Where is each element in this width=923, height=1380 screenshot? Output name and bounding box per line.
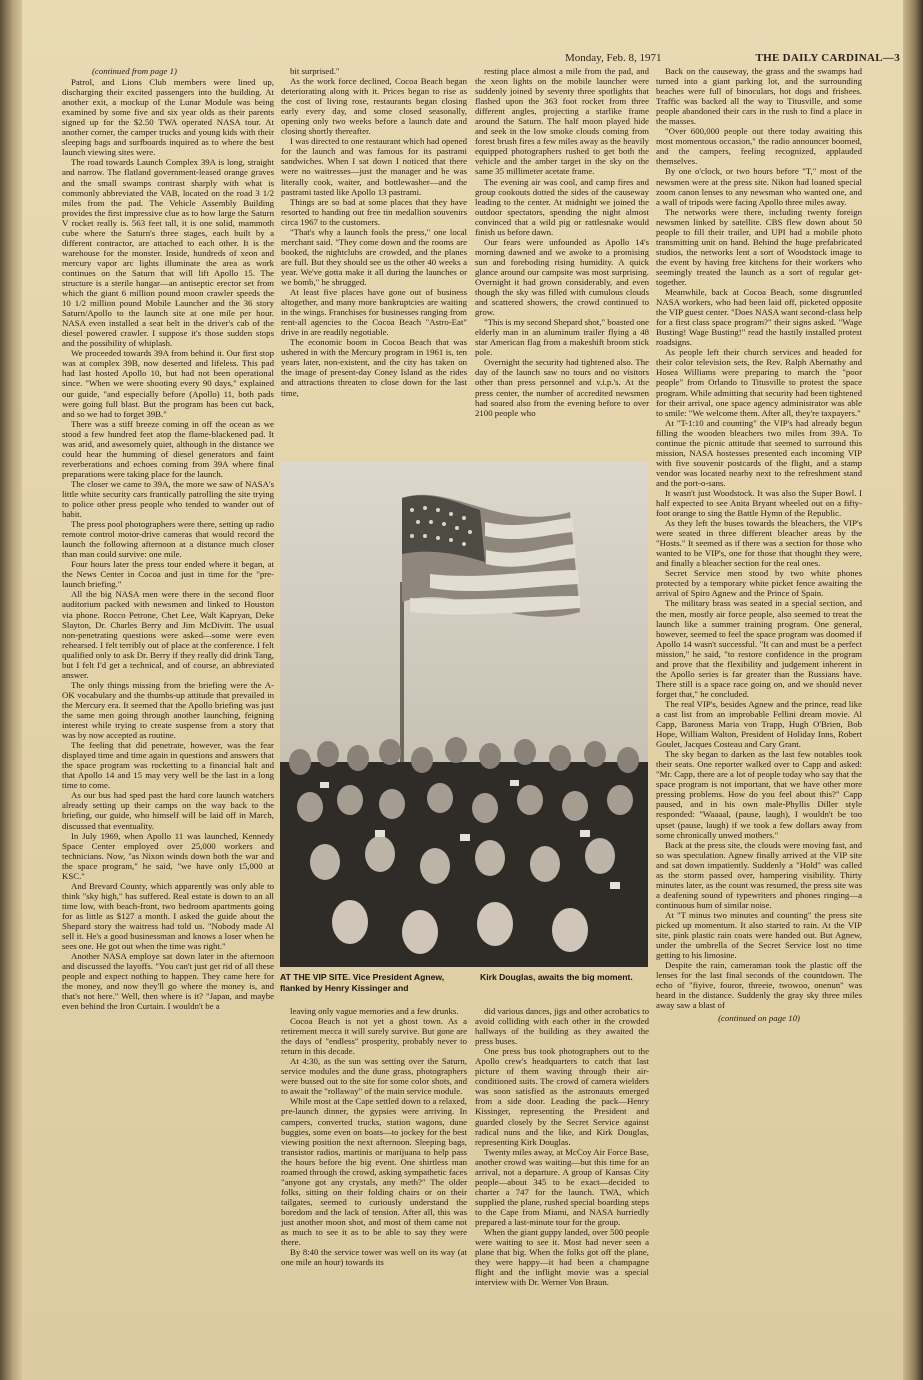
paragraph: The real VIP's, besides Agnew and the prince, read like a cast list from an improbable Fellini dream movie. Al Capp, Baroness Maria von Trapp, Hugh O'Brien, Bob Hope, William Walton, President of Holiday Inns, Robert Goulet, Jacques Costeau and Cary Grant. (656, 698, 862, 750)
paragraph: I was directed to one restaurant which had opened for the launch and was famous for its pastrami sandwiches. When I sat down I noticed that there were no waitresses—just the manager and he was literally cook, waiter, and bottlewasher—and the pastrami tasted like Apollo 13 pastrami. (281, 136, 467, 197)
paragraph: The sky began to darken as the last few notables took their seats. One reporter walked over to Capp and asked: "Mr. Capp, there are a lot of people today who say that the space program is not important, that we have other more pressing problems. How do you feel about this?" Capp paused, and in his own male-Phyllis Diller style responded: "Waaaal, (pause, laugh), I wouldn't be too upset (pause, laugh) if we took a few dollars away from some chronically unwed mothers." (656, 749, 862, 840)
paragraph: did various dances, jigs and other acrobatics to avoid colliding with each other in the crowded hallways of the building as they awaited the press buses. (475, 1006, 649, 1047)
paragraph: The press pool photographers were there, setting up radio remote control motor-drive cameras that would record the launch the following afternoon at a distance much closer than man could survive: one mile. (62, 519, 274, 560)
paragraph: Another NASA employe sat down later in the afternoon and discussed the layoffs. "You can't just get rid of all these people and expect nothing to happen. They came here for the money, and now they'll go where the money is, and that's not here." Well, then where is it? "Japan, and maybe even behind the Iron Curtain. I wouldn't be a (62, 951, 274, 1012)
column-4-body (656, 66, 862, 1010)
newspaper-page (22, 0, 903, 1380)
binding-gutter-left (0, 0, 22, 1380)
binding-gutter-right (903, 0, 923, 1380)
paragraph: In July 1969, when Apollo 11 was launched, Kennedy Space Center employed over 25,000 workers and technicians. Now, "as Nixon winds down both the war and the space program," he said, "we have only 15,000 at KSC." (62, 830, 274, 881)
photo-caption (280, 970, 648, 998)
paragraph: Back at the press site, the clouds were moving fast, and so was speculation. Agnew finally arrived at the VIP site and sat down impatiently. Suddenly a "Hold" was called as the storm passed over, hampering visibility. Thirty minutes later, as the count was resumed, the press site was a deafening sound of typewriters and phones ringing—a continuous hum of similar noise. (656, 839, 862, 910)
paragraph: At "T minus two minutes and counting" the press site picked up momentum. It also started to rain. At the VIP site, pink plastic rain coats were handed out. But Agnew, under the umbrella of the Secret Service lost no time getting to his limosine. (656, 909, 862, 961)
paragraph: We proceeded towards 39A from behind it. Our first stop was at complex 39B, now deserted and lifeless. This pad had last hosted Apollo 10, but had not been operational since. "When we were shooting every 90 days," explained our guide, "and especially before (Apollo) 11, both pads were going full blast. But the program has been cut back, and so we had to forget 39B." (62, 348, 274, 419)
paragraph: The only things missing from the briefing were the A-OK vocabulary and the thumbs-up attitude that prevailed in the Mercury era. It seemed that the Apollo briefing was just the same men going through another launching, feigning interest while trying to create suspense from a story that was by now accepted as routine. (62, 679, 274, 741)
paragraph: As the work force declined, Cocoa Beach began deteriorating along with it. Prices began to rise as the cost of living rose, restaurants began closing early every day, and some closed seasonally, opening only two weeks before a launch date and closing shortly thereafter. (281, 76, 467, 137)
paragraph: All the big NASA men were there in the second floor auditorium packed with newsmen and linked to Houston via phone. Rocco Petrone, Chet Lee, Walt Kapryan, Deke Slayton, Dr. Charles Berry and Jim McDivitt. The usual non-penetrating questions were asked—some were even rehearsed. I felt terribly out of place at the conference. I felt qualified only to ask Dr. Berry if they really did drink Tang, but I felt I'd get a technical, and of course, an abbreviated answer. (62, 589, 274, 680)
article-column-2-top (281, 66, 467, 460)
paragraph: Our fears were unfounded as Apollo 14's morning dawned and we awoke to a promising sun and foreboding rising humidity. A quick glance around our campsite was most surprising. Overnight it had grown considerably, and even though the sky was filled with cumulous clouds and scattered showers, the crowd continued to grow. (475, 236, 649, 318)
paragraph: There was a stiff breeze coming in off the ocean as we stood a few hundred feet atop the flame-blackened pad. It was arid, and awesomely quiet, although in the distance we could hear the humming of diesel generators and faint reverberations and echoes coming from 39A where final preparations were taking place for the launch. (62, 418, 274, 479)
column-1-body (62, 77, 274, 1011)
paragraph: Despite the rain, cameraman took the plastic off the lenses for the last final seconds of the countdown. The echo of "fiyive, fouror, threeie, twowoo, onenun" was heard in the distance. Suddenly the gray sky three miles away saw a blast of (656, 960, 862, 1011)
paragraph: As people left their church services and headed for their color television sets, the Rev. Ralph Abernathy and Hosea Williams were preparing to march the "poor people" from Orlando to Titusville to protest the space program. While admitting that security had been tightened for their arrival, one space agency administrator was able to smile: "We welcome them. After all, they're taxpayers." (656, 347, 862, 418)
vip-site-photo (280, 462, 648, 967)
paragraph: The road towards Launch Complex 39A is long, straight and narrow. The flatland government-leased orange graves and the small swamps contrast sharply with what is commonly abbreviated the VAB, located on the road 3 1/2 miles from the pad. The Vehicle Assembly Building provides the first impressive clue as to how large the Saturn V rocket really is. 563 feet tall, it is one solid, mammoth cube where the Saturn's three stages, each built by a different contractor, are attached to each other. It is the warehouse for the monster. Inside, hundreds of xeon and mercury vapor arc lights illuminate the area as work continues on the Saturn that will lift Apollo 15. The structure is a sterile hangar—an antiseptic erector set from which the giant 6 million pound moon crawler speeds the 10 1/2 million pound Mobile Launcher and the 36 story Saturn/Apollo to the launch site at one mile per hour. NASA even installed a seat belt in the driver's cab of the diesel powered crawler. I suppose it's those sudden stops and the possibility of whiplash. (62, 157, 274, 349)
paragraph: Cocoa Beach is not yet a ghost town. As a retirement mecca it will surely survive. But gone are the days of "endless" prosperity, probably never to return in this decade. (281, 1016, 467, 1057)
crowd (280, 737, 648, 967)
paragraph: At least five places have gone out of business altogether, and many more bankruptcies are waiting in the wings. Franchises for businesses ranging from rent-all agencies to the Cocoa Beach "Astro-Eat" drive in are readily negotiable. (281, 287, 467, 338)
paragraph: And Brevard County, which apparently was only able to think "sky high," has suffered. Real estate is down to an all time low, with beach-front, two bedroom apartments going for as little as $127 a month. I asked the guide about the Shepard story the waitress had told us. "Nobody made Al sell it. He's a good businessman and knows a loser when he sees one. He got out when the time was right." (62, 880, 274, 952)
paragraph: Patrol, and Lions Club members were lined up, discharging their excited passengers into the building. At another exit, a mockup of the Lunar Module was being examined by some five and six year olds as their parents signed up for the $2.50 TWA operated NASA tour. At another corner, the camper trucks and young kids with their sleeping bags and surfboards inquired as to where the best launch viewing sites were. (62, 77, 274, 158)
column-2-top-body (281, 66, 467, 398)
paper-name-page-number: THE DAILY CARDINAL—3 (755, 52, 900, 64)
paragraph: As they left the buses towards the bleachers, the VIP's were seated in three different bleacher areas by the "Hosts." It seemed as if there was a section for those who wanted to be VIP's, one for those that thought they were, and finally a bleacher section for the real ones. (656, 518, 862, 569)
paragraph: resting place almost a mile from the pad, and the xeon lights on the mobile launcher were suddenly joined by seventy three spotlights that flashed upon the 363 foot rocket from three different angles, projecting a starlike frame around the Saturn. The half moon played hide and seek in the low smoke clouds coming from forest brush fires a few miles away as the heavily equipped photographers rushed to get both the vehicle and the amber target in the sky on the same 35 millimeter acetate frame. (475, 66, 649, 177)
paragraph: The evening air was cool, and camp fires and group cookouts dotted the sides of the causeway leading to the center. At midnight we joined the outdoor spectators, spending the night almost convinced that a wild pig or rattlesnake would finish us before dawn. (475, 176, 649, 237)
paragraph: "This is my second Shepard shot," boasted one elderly man in an aluminum trailer flying a 48 star American flag from a makeshift broom stick pole. (475, 317, 649, 358)
masthead (470, 52, 900, 66)
paragraph: leaving only vague memories and a few drunks. (290, 1006, 459, 1016)
paragraph: At "T-1:10 and counting" the VIP's had already begun filling the wooden bleachers two miles from 39A. To continue the picnic attitude that seemed to surround this mission, NASA hostesses presented each incoming VIP with five souvenir postcards of the flight, and a stamp vendor was located nearby next to the refreshment stand and the port-o-sans. (656, 417, 862, 488)
column-3-top-body (475, 66, 649, 418)
paragraph: One press bus took photographers out to the Apollo crew's headquarters to catch that last picture of them waving through their air-conditioned suits. The crowd of camera wielders was soon satisfied as the astronauts emerged from a side door. Leading the pack—Henry Kissinger, representing the President and guarded closely by the Secret Service against radical nuns and the like, and Kirk Douglas, representing Kirk Douglas. (475, 1046, 649, 1147)
paragraph: Things are so bad at some places that they have resorted to handing out free tin medallion souvenirs circa 1967 to the customers. (281, 196, 467, 227)
paragraph: "Over 600,000 people out there today awaiting this most momentous occasion," the radio announcer boomed, and the campers, feeling recognized, applauded themselves. (656, 126, 862, 167)
paragraph: bit surprised." (290, 66, 340, 76)
caption-left: AT THE VIP SITE. Vice President Agnew, flanked by Henry Kissinger and (280, 972, 445, 993)
article-column-1 (62, 66, 274, 1349)
caption-right: Kirk Douglas, awaits the big moment. (480, 972, 633, 982)
paragraph: Back on the causeway, the grass and the swamps had turned into a giant parking lot, and the surrounding beaches were full of binoculars, hot dogs and frisbees. Traffic was backed all the way to Titusville, and some people abandoned their cars in the rush to find a place in the masses. (656, 66, 862, 127)
paragraph: As our bus had sped past the hard core launch watchers already setting up their camps on the way back to the briefing, our guide, who himself will be laid off in March, discussed that eventuality. (62, 790, 274, 831)
continued-from-note: (continued from page 1) (92, 66, 177, 76)
paragraph: At 4:30, as the sun was setting over the Saturn, service modules and the dune grass, photographers were bussed out to the site for some color shots, and to await the "rollaway" of the main service module. (281, 1056, 467, 1097)
paragraph: By one o'clock, or two hours before "T," most of the newsmen were at the press site. Nikon had loaned special zoom canon lenses to any newsman who wanted one, and a wall of tripods were facing Apollo three miles away. (656, 166, 862, 207)
paragraph: "That's why a launch fools the press," one local merchant said. "They come down and the rooms are booked, the nightclubs are crowded, and the planes are full. But they should see us the other 40 weeks a year. We've gotta make it all during the launches or we bomb," he shrugged. (281, 226, 467, 287)
paragraph: The networks were there, including twenty foreign newsmen linked by satellite. CBS flew down about 50 people to fill their trailer, and UPI had a mobile photo transmitting unit on hand. Behind the huge prefabricated studios, the networks lent a sort of Woodstock image to the event by having free kitchens for their workers who seemingly treated the launch as a sort of regular get-together. (656, 206, 862, 287)
paragraph: The feeling that did penetrate, however, was the fear displayed time and time again in questions and answers that the space program was rocketting to a financial halt and that Apollo 14 and 15 may very well be the last in a long time to come. (62, 740, 274, 791)
paragraph: The closer we came to 39A, the more we saw of NASA's little white security cars frantically patrolling the site trying to police other press people who tended to wander out of habit. (62, 478, 274, 520)
paragraph: By 8:40 the service tower was well on its way (at one mile an hour) towards its (281, 1247, 467, 1268)
paragraph: Meanwhile, back at Cocoa Beach, some disgruntled NASA workers, who had been laid off, picketed opposite the VIP guest center. "Does NASA want second-class help for a first class space program?" their signs asked. "Wage Busting! Wage Busting!" read the hastily installed protest roadsigns. (656, 287, 862, 348)
photo-scene (280, 462, 648, 967)
paragraph: Secret Service men stood by two white phones protected by a temporary white picket fence awaiting the arrival of Spiro Agnew and the Prince of Spain. (656, 568, 862, 599)
column-3-bottom-body (475, 1006, 649, 1287)
article-column-3-bottom (475, 1006, 649, 1349)
paragraph: When the giant guppy landed, over 500 people were waiting to see it. Most had never seen a plane that big. When the folks got off the plane, they were happy—it had been a champagne flight and the inflight movie was a special interview with Dr. Werner Von Braun. (475, 1227, 649, 1288)
paragraph: While most at the Cape settled down to a relaxed, pre-launch dinner, the gypsies were arriving. In campers, converted trucks, station wagons, dune buggies, some even on boats—to jockey for the best viewing position the next afternoon. Sleeping bags, transistor radios, martinis or marijuana to help pass the hours before the big event. One shirtless man roamed through the crowd, asking sympathetic faces "anyone got any crystals, any meth?" The older folks, sitting on their folding chairs or on their tailgates, seemed to curiously understand the boredom and the lack of tension. After all, this was just another moon shot, and most of them came not as much to see it as to be able to say they were there. (281, 1096, 467, 1248)
paragraph: Twenty miles away, at McCoy Air Force Base, another crowd was waiting—but this time for an arrival, not a departure. A group of Kansas City people—about 345 to be exact—decided to charter a 747 for the launch. TWA, which supplied the plane, rushed special boarding steps to the Cape from Miami, and NASA hurriedly prepared a last-minute tour for the group. (475, 1146, 649, 1227)
paragraph: Four hours later the press tour ended where it began, at the News Center in Cocoa and just in time for the "pre-launch briefing." (62, 559, 274, 590)
paragraph: The military brass was seated in a special section, and the men, mostly air force people, also seemed to treat the launch like a summer training program. One general, however, seemed to feel the space program was doomed if Apollo 14 wasn't successful. "It can and must be a perfect mission," he said, "to restore confidence in the program and prove that the flexibility and judgement inherent in the Apollo series is far greater than the Russians have. There still is a space race going on, and we should never forget that," he concluded. (656, 598, 862, 699)
article-column-2-bottom (281, 1006, 467, 1349)
issue-date: Monday, Feb. 8, 1971 (565, 52, 662, 64)
paragraph: It wasn't just Woodstock. It was also the Super Bowl. I half expected to see Anita Bryant wheeled out on a fifty-foot orange to sing the Battle Hymn of the Republic. (656, 487, 862, 519)
article-column-3-top (475, 66, 649, 460)
paragraph: The economic boom in Cocoa Beach that was ushered in with the Mercury program in 1961 is, ten years later, non-existent, and the city has taken on the image of present-day Coney Island as the rides and attractions threaten to close down for the last time, (281, 337, 467, 398)
column-2-bottom-body (281, 1006, 467, 1267)
article-column-4 (656, 66, 862, 1349)
continued-on-note: (continued on page 10) (718, 1013, 800, 1024)
paragraph: Overnight the security had tightened also. The day of the launch saw no tours and no visitors other than press personnel and v.i.p.'s. At the press center, the number of accredited newsmen had soared also from the evening before to over 2100 people who (475, 357, 649, 418)
